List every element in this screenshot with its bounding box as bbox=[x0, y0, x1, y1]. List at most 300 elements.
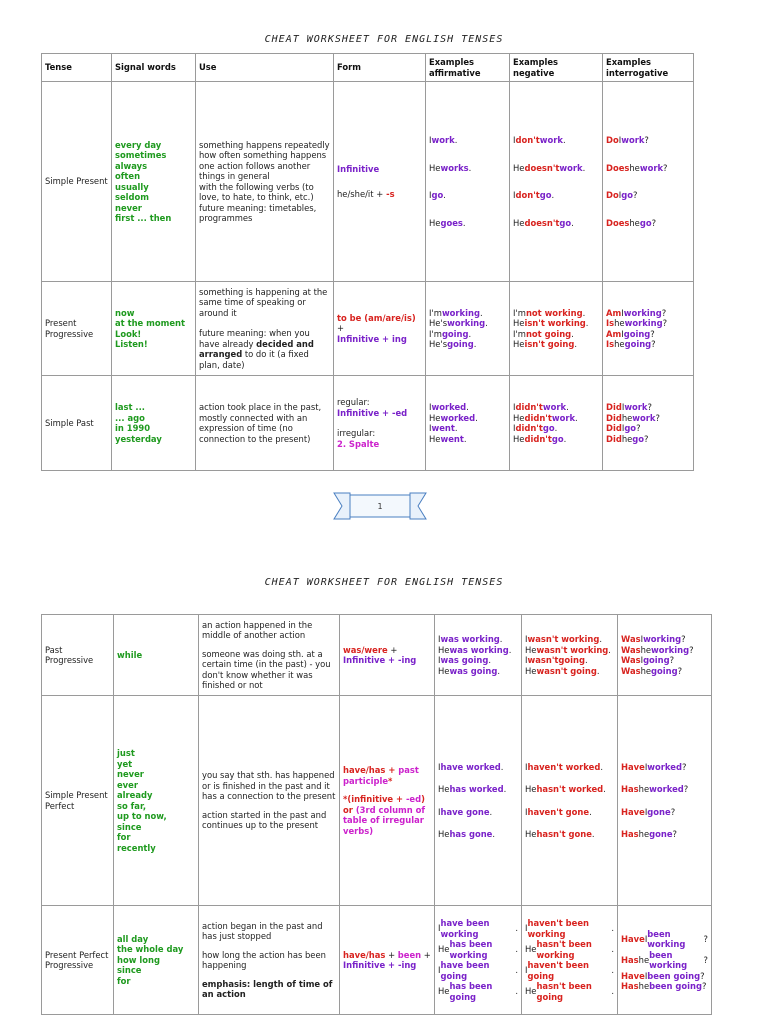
example-segment: wasn't going bbox=[536, 665, 597, 676]
example-segment: go bbox=[621, 190, 633, 200]
form-plus: + bbox=[421, 949, 431, 960]
example-sentence bbox=[429, 434, 506, 445]
example-segment: working bbox=[624, 318, 663, 328]
form-past-participle: past participle bbox=[343, 765, 419, 786]
example-segment: hasn't been going bbox=[536, 981, 592, 1002]
form-plus: + bbox=[385, 949, 398, 960]
page-title: CHEAT WORKSHEET FOR ENGLISH TENSES bbox=[264, 577, 504, 588]
example-segment: haven't gone bbox=[527, 806, 590, 817]
example-segment: hasn't been working bbox=[536, 939, 592, 960]
example-sentence bbox=[513, 423, 599, 434]
example-segment: ? bbox=[703, 933, 708, 944]
example-segment: He bbox=[525, 944, 537, 955]
example-sentence bbox=[606, 329, 690, 340]
affirmative-examples bbox=[438, 634, 518, 676]
tense-name: Past Progressive bbox=[42, 615, 114, 696]
example-segment: works bbox=[440, 162, 469, 173]
example-segment: hasn't worked bbox=[536, 784, 604, 794]
example-segment: . bbox=[454, 423, 458, 433]
example-segment: Do bbox=[606, 190, 619, 200]
example-segment: he bbox=[638, 784, 650, 794]
use-item: future meaning: timetables, programmes bbox=[199, 202, 317, 223]
example-segment: been working bbox=[647, 928, 686, 949]
example-segment: go bbox=[539, 190, 552, 200]
example-segment: . bbox=[473, 339, 477, 349]
example-sentence bbox=[621, 655, 708, 666]
example-segment: I bbox=[644, 970, 648, 981]
example-segment: I bbox=[513, 190, 516, 200]
example-segment: Have bbox=[621, 806, 645, 817]
use-text: future meaning: when you have already bbox=[199, 328, 310, 349]
example-sentence bbox=[438, 655, 518, 666]
example-sentence bbox=[525, 645, 614, 656]
example-sentence bbox=[429, 218, 506, 229]
signal-word: recently bbox=[117, 842, 156, 853]
signal-word: last ... bbox=[115, 402, 145, 412]
signal-word: yet bbox=[117, 758, 133, 769]
example-segment: doesn't bbox=[524, 217, 560, 228]
signal-words bbox=[117, 748, 195, 853]
example-segment: work bbox=[559, 162, 583, 173]
use-item: one action follows another bbox=[199, 160, 311, 171]
example-segment: Did bbox=[606, 423, 622, 433]
signal-words bbox=[115, 140, 192, 224]
example-segment: ? bbox=[655, 412, 660, 423]
example-segment: I bbox=[525, 923, 528, 934]
page-title: CHEAT WORKSHEET FOR ENGLISH TENSES bbox=[264, 34, 504, 45]
example-segment: Have bbox=[621, 761, 645, 772]
row-simple-present bbox=[42, 82, 694, 282]
example-segment: . bbox=[443, 190, 446, 200]
row-present-progressive bbox=[42, 282, 694, 376]
example-segment: ? bbox=[651, 217, 657, 228]
example-segment: Do bbox=[606, 135, 619, 145]
signal-word: while bbox=[114, 615, 199, 696]
example-sentence bbox=[513, 308, 599, 319]
header-use: Use bbox=[196, 54, 334, 82]
example-segment: I bbox=[644, 806, 648, 817]
example-segment: working bbox=[643, 634, 682, 644]
form-been: been bbox=[397, 949, 422, 960]
example-segment: He bbox=[513, 412, 525, 423]
use-bold: decided and arranged bbox=[199, 338, 314, 360]
example-segment: I bbox=[640, 655, 644, 665]
example-segment: has gone bbox=[449, 829, 493, 839]
interrogative-examples bbox=[621, 634, 708, 676]
use-item: you say that sth. has happened or is finished in the past and it has a connection to the present bbox=[202, 770, 336, 802]
example-segment: work bbox=[539, 135, 563, 145]
example-segment: . bbox=[600, 761, 603, 772]
form-asterisk: * bbox=[388, 775, 393, 786]
example-segment: working bbox=[447, 318, 486, 328]
example-segment: ? bbox=[632, 190, 638, 200]
use-item: how long the action has been happening bbox=[202, 949, 326, 970]
example-segment: I bbox=[429, 423, 432, 433]
example-segment: I bbox=[438, 634, 441, 644]
use-item: with the following verbs (to love, to hate, to think, etc.) bbox=[199, 181, 314, 202]
use-item: something is happening at the same time of speaking or around it bbox=[199, 286, 328, 318]
example-segment: Did bbox=[606, 412, 622, 423]
form-was-were: was/were bbox=[343, 644, 388, 655]
example-segment: I bbox=[513, 135, 516, 145]
example-segment: Did bbox=[606, 433, 622, 444]
example-segment: I'm bbox=[429, 307, 442, 318]
example-segment: . bbox=[515, 986, 518, 997]
example-sentence bbox=[429, 308, 506, 319]
example-segment: went bbox=[440, 433, 464, 444]
example-segment: He bbox=[438, 944, 450, 955]
signal-word: first ... then bbox=[115, 213, 172, 223]
example-segment: I bbox=[621, 423, 625, 433]
example-segment: was working bbox=[449, 644, 509, 655]
form-label: regular: bbox=[337, 397, 370, 407]
example-segment: He bbox=[525, 784, 537, 794]
affirmative-examples bbox=[429, 308, 506, 350]
form-subject: he/she/it + bbox=[337, 188, 384, 199]
example-segment: ? bbox=[700, 970, 705, 981]
example-segment: . bbox=[479, 307, 483, 318]
example-segment: . bbox=[575, 412, 578, 423]
example-segment: work bbox=[624, 402, 648, 412]
example-segment: . bbox=[463, 433, 467, 444]
example-segment: wasn'tgoing bbox=[527, 655, 585, 665]
example-segment: go bbox=[559, 217, 572, 228]
example-sentence bbox=[429, 318, 506, 329]
affirmative-examples bbox=[429, 127, 506, 237]
example-sentence bbox=[525, 634, 614, 645]
signal-word: ever bbox=[117, 779, 138, 790]
example-sentence bbox=[438, 634, 518, 645]
example-segment: He bbox=[438, 665, 450, 676]
signal-word: the whole day bbox=[117, 944, 184, 955]
example-segment: . bbox=[454, 135, 458, 145]
example-segment: . bbox=[554, 423, 558, 433]
example-segment: go bbox=[639, 217, 652, 228]
example-sentence bbox=[429, 339, 506, 350]
example-segment: work bbox=[621, 135, 645, 145]
example-segment: He bbox=[513, 433, 525, 444]
example-segment: he bbox=[640, 665, 652, 676]
signal-word: every day bbox=[115, 139, 162, 150]
example-segment: go bbox=[542, 423, 555, 433]
example-sentence bbox=[525, 655, 614, 666]
use-item: things in general bbox=[199, 171, 270, 181]
example-segment: hasn't gone bbox=[536, 829, 592, 839]
form-note: *(infinitive + bbox=[343, 794, 406, 804]
form-plus: + bbox=[337, 323, 345, 334]
signal-words bbox=[115, 308, 192, 350]
example-segment: He's bbox=[429, 318, 448, 328]
header-signal-words: Signal words bbox=[112, 54, 196, 82]
negative-examples bbox=[525, 918, 614, 1002]
example-segment: . bbox=[584, 655, 588, 665]
example-sentence bbox=[621, 645, 708, 656]
example-sentence bbox=[438, 666, 518, 677]
example-segment: ? bbox=[681, 761, 687, 772]
example-segment: has worked bbox=[449, 784, 504, 794]
example-segment: . bbox=[499, 634, 503, 644]
negative-examples bbox=[513, 308, 599, 350]
example-segment: go bbox=[431, 190, 444, 200]
use-item: an action happened in the middle of another action bbox=[202, 619, 313, 640]
example-segment: ? bbox=[681, 634, 686, 644]
example-sentence bbox=[621, 666, 708, 677]
example-segment: Have bbox=[621, 970, 645, 981]
example-segment: . bbox=[562, 135, 566, 145]
example-segment: ? bbox=[677, 665, 683, 676]
tense-name: Simple Present bbox=[42, 82, 112, 282]
example-sentence bbox=[621, 971, 708, 982]
example-segment: working bbox=[651, 644, 690, 655]
example-segment: ? bbox=[644, 135, 649, 145]
example-segment: He bbox=[525, 986, 537, 997]
use-item: how often something happens bbox=[199, 150, 327, 160]
example-segment: Am bbox=[606, 328, 622, 339]
form-infinitive-ing: Infinitive + -ing bbox=[343, 960, 417, 970]
form-cell bbox=[340, 906, 435, 1015]
example-segment: I bbox=[513, 402, 516, 412]
example-segment: . bbox=[603, 784, 606, 794]
example-sentence bbox=[438, 784, 518, 795]
signal-word: now bbox=[115, 307, 135, 318]
signal-word: already bbox=[117, 790, 153, 800]
example-segment: Was bbox=[621, 634, 641, 644]
signal-word: just bbox=[117, 748, 135, 758]
example-segment: Is bbox=[606, 339, 615, 349]
form-infinitive-ing: Infinitive + -ing bbox=[343, 655, 417, 665]
example-segment: I bbox=[438, 761, 441, 772]
example-segment: go bbox=[551, 433, 564, 444]
example-segment: ? bbox=[701, 981, 707, 991]
example-segment: . bbox=[492, 829, 496, 839]
example-segment: ? bbox=[661, 307, 667, 318]
example-sentence bbox=[606, 318, 690, 329]
example-segment: . bbox=[611, 986, 614, 997]
example-segment: isn't working bbox=[524, 318, 586, 328]
example-segment: haven't worked bbox=[527, 761, 601, 772]
example-segment: He bbox=[429, 412, 441, 423]
example-segment: Does bbox=[606, 217, 630, 228]
use-emphasis: emphasis: length of time of an action bbox=[202, 978, 333, 999]
example-segment: . bbox=[566, 402, 569, 412]
example-segment: . bbox=[582, 307, 586, 318]
signal-words bbox=[115, 402, 192, 444]
example-segment: didn't bbox=[524, 433, 552, 444]
example-segment: I'm bbox=[513, 328, 526, 339]
example-segment: . bbox=[571, 217, 574, 228]
example-sentence bbox=[513, 135, 599, 146]
example-sentence bbox=[513, 329, 599, 340]
interrogative-examples bbox=[621, 756, 708, 846]
example-segment: doesn't bbox=[524, 162, 560, 173]
form-note: ) or bbox=[343, 794, 425, 815]
example-segment: has been going bbox=[449, 981, 493, 1002]
example-segment: haven't been working bbox=[527, 918, 590, 939]
example-segment: I'm bbox=[429, 328, 442, 339]
signal-word: ... ago bbox=[115, 412, 145, 423]
interrogative-examples bbox=[606, 127, 690, 237]
example-segment: didn't bbox=[524, 412, 552, 423]
use-item: something happens repeatedly bbox=[199, 139, 330, 150]
example-segment: . bbox=[551, 190, 555, 200]
form-infinitive-ing: Infinitive + ing bbox=[337, 333, 407, 344]
example-sentence bbox=[429, 163, 506, 174]
example-sentence bbox=[429, 329, 506, 340]
example-segment: He bbox=[525, 644, 537, 655]
example-sentence bbox=[438, 762, 518, 773]
example-sentence bbox=[513, 339, 599, 350]
header-tense: Tense bbox=[42, 54, 112, 82]
signal-word: up to now, bbox=[117, 811, 167, 821]
example-segment: I bbox=[513, 423, 516, 433]
example-sentence bbox=[429, 135, 506, 146]
example-segment: I bbox=[429, 190, 432, 200]
signal-word: for bbox=[117, 832, 131, 842]
signal-word: Look! bbox=[115, 328, 142, 339]
example-segment: go bbox=[624, 423, 637, 433]
example-sentence bbox=[513, 163, 599, 174]
use-item: action began in the past and has just stopped bbox=[202, 920, 323, 941]
example-segment: not working bbox=[525, 307, 583, 318]
example-segment: . bbox=[508, 644, 512, 655]
example-segment: isn't going bbox=[524, 339, 575, 349]
form-cell bbox=[340, 615, 435, 696]
example-sentence bbox=[429, 190, 506, 201]
example-segment: ? bbox=[683, 784, 689, 794]
example-segment: He bbox=[438, 644, 450, 655]
example-segment: . bbox=[611, 944, 614, 955]
header-form: Form bbox=[334, 54, 426, 82]
example-segment: he bbox=[640, 644, 652, 655]
example-segment: going bbox=[447, 339, 474, 349]
example-segment: . bbox=[596, 665, 600, 676]
example-segment: I bbox=[618, 135, 622, 145]
example-segment: he bbox=[621, 412, 633, 423]
example-sentence bbox=[606, 163, 690, 174]
example-sentence bbox=[513, 190, 599, 201]
example-segment: have been going bbox=[440, 960, 490, 981]
example-sentence bbox=[606, 190, 690, 201]
example-segment: I bbox=[525, 806, 528, 817]
example-segment: ? bbox=[703, 954, 708, 965]
example-segment: have worked bbox=[440, 761, 501, 772]
example-sentence bbox=[429, 423, 506, 434]
form-ed: -ed bbox=[405, 794, 422, 804]
form-plus: + bbox=[387, 644, 398, 655]
example-sentence bbox=[513, 434, 599, 445]
example-sentence bbox=[525, 762, 614, 773]
example-segment: he bbox=[638, 954, 650, 965]
example-sentence bbox=[606, 308, 690, 319]
example-segment: been going bbox=[647, 970, 701, 981]
example-segment: . bbox=[582, 162, 586, 173]
example-sentence bbox=[513, 413, 599, 424]
example-sentence bbox=[438, 960, 518, 981]
example-sentence bbox=[606, 423, 690, 434]
example-sentence bbox=[429, 413, 506, 424]
page-number-ribbon bbox=[332, 489, 428, 525]
example-segment: He's bbox=[429, 339, 448, 349]
signal-word: seldom bbox=[115, 192, 150, 202]
example-segment: . bbox=[475, 412, 478, 423]
example-segment: I bbox=[525, 655, 528, 665]
example-segment: . bbox=[608, 644, 611, 655]
example-segment: He bbox=[513, 339, 525, 349]
example-segment: didn't bbox=[515, 423, 543, 433]
form-line bbox=[337, 189, 422, 200]
example-segment: he bbox=[638, 981, 650, 991]
example-segment: Has bbox=[621, 981, 639, 991]
example-segment: he bbox=[621, 433, 633, 444]
form-cell bbox=[334, 82, 426, 282]
example-sentence bbox=[525, 918, 614, 939]
form-suffix: -s bbox=[383, 188, 395, 199]
example-segment: . bbox=[515, 965, 518, 976]
example-segment: . bbox=[585, 318, 589, 328]
page-number: 1 bbox=[377, 502, 383, 511]
example-sentence bbox=[606, 413, 690, 424]
example-segment: . bbox=[500, 761, 504, 772]
example-segment: I bbox=[438, 655, 441, 665]
example-segment: been working bbox=[649, 949, 688, 970]
example-segment: gone bbox=[647, 806, 671, 817]
example-segment: I bbox=[621, 307, 624, 318]
use-item bbox=[199, 328, 330, 370]
example-segment: worked bbox=[649, 784, 684, 794]
example-segment: ? bbox=[689, 644, 694, 655]
interrogative-examples bbox=[606, 402, 690, 444]
example-sentence bbox=[525, 939, 614, 960]
example-segment: . bbox=[611, 923, 614, 934]
tense-name: Simple Present Perfect bbox=[42, 696, 114, 906]
example-sentence bbox=[525, 829, 614, 840]
example-segment: went bbox=[431, 423, 455, 433]
signal-word: Listen! bbox=[115, 339, 148, 349]
example-segment: goes bbox=[440, 217, 463, 228]
example-sentence bbox=[621, 634, 708, 645]
example-segment: he bbox=[614, 339, 625, 349]
row-present-perfect-progressive bbox=[42, 906, 712, 1015]
example-segment: He bbox=[513, 217, 525, 228]
row-simple-past bbox=[42, 376, 694, 471]
example-segment: . bbox=[515, 944, 518, 955]
example-segment: haven't been going bbox=[527, 960, 590, 981]
example-segment: I bbox=[438, 806, 441, 817]
signal-word: never bbox=[115, 202, 142, 213]
signal-word: sometimes bbox=[115, 150, 167, 160]
signal-word: so far, bbox=[117, 800, 147, 811]
example-segment: not going bbox=[525, 328, 572, 339]
example-segment: I bbox=[644, 761, 648, 772]
negative-examples bbox=[513, 127, 599, 237]
example-segment: . bbox=[497, 665, 500, 676]
form-cell bbox=[334, 376, 426, 471]
form-regular: Infinitive + -ed bbox=[337, 407, 408, 418]
example-segment: he bbox=[629, 162, 640, 173]
example-segment: going bbox=[623, 328, 651, 339]
form-cell bbox=[340, 696, 435, 906]
example-segment: . bbox=[489, 806, 493, 817]
example-sentence bbox=[525, 784, 614, 795]
use-item: action took place in the past, mostly connected with an expression of time (no connection to the present) bbox=[196, 376, 334, 471]
signal-word: in 1990 bbox=[115, 423, 151, 433]
example-sentence bbox=[513, 218, 599, 229]
example-segment: . bbox=[589, 806, 592, 817]
example-segment: Was bbox=[621, 655, 641, 665]
header-affirmative: Examples affirmative bbox=[426, 54, 510, 82]
signal-word: always bbox=[115, 160, 148, 171]
example-segment: . bbox=[574, 339, 578, 349]
